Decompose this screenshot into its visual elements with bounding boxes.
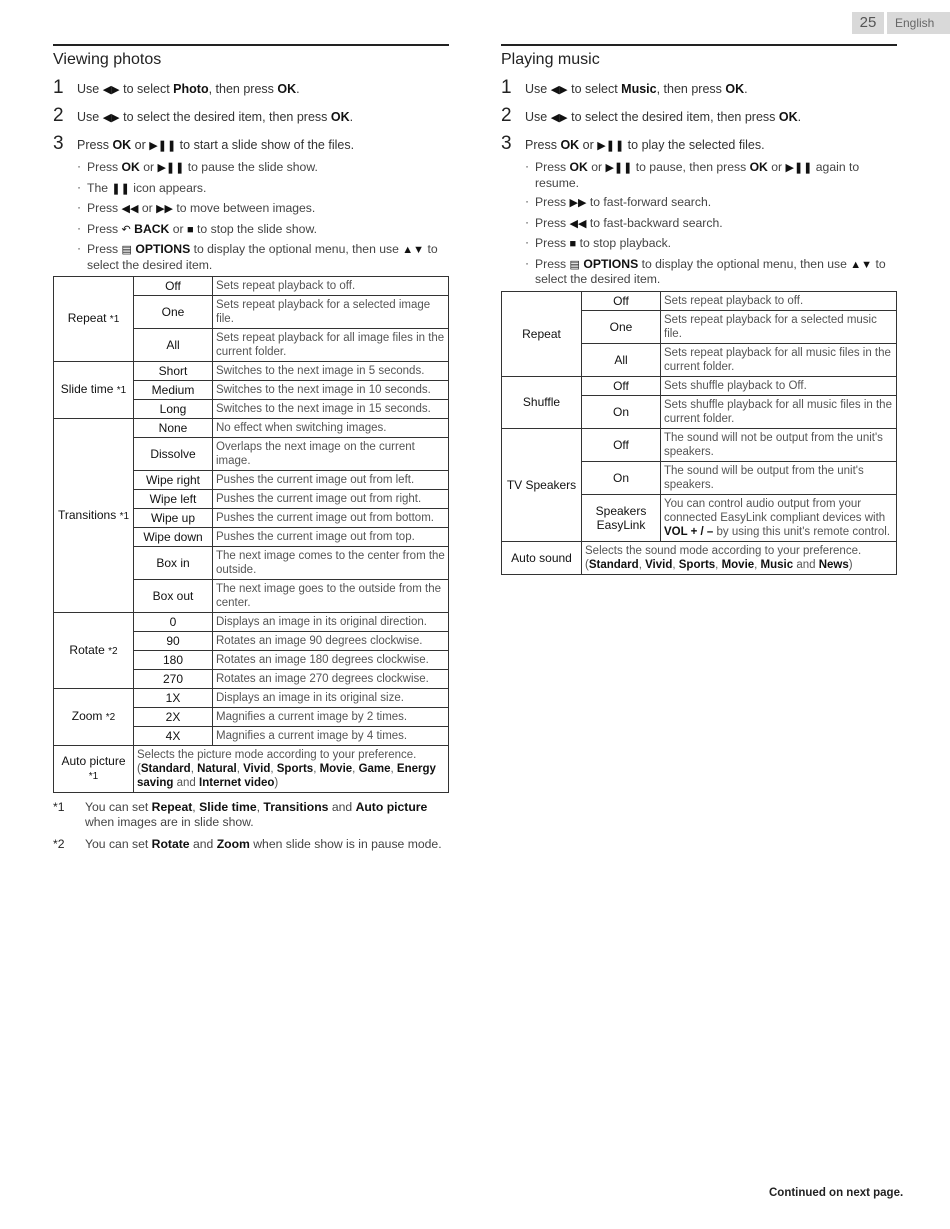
option-name: One bbox=[134, 296, 213, 329]
up-down-arrow-icon: ▲▼ bbox=[402, 244, 425, 256]
list-item: · Press ↶ BACK or ■ to stop the slide show. bbox=[77, 222, 449, 238]
option-desc: Rotates an image 180 degrees clockwise. bbox=[213, 651, 449, 670]
footnote-2: *2 You can set Rotate and Zoom when slide show is in pause mode. bbox=[53, 837, 442, 851]
option-desc: Switches to the next image in 5 seconds. bbox=[213, 362, 449, 381]
table-row bbox=[54, 277, 449, 296]
list-item: · Press ■ to stop playback. bbox=[525, 236, 897, 252]
step-number: 2 bbox=[501, 105, 512, 126]
option-name: Off bbox=[134, 277, 213, 296]
option-name: Wipe up bbox=[134, 509, 213, 528]
option-name: Wipe left bbox=[134, 490, 213, 509]
list-item: · Press ◀◀ to fast-backward search. bbox=[525, 216, 897, 232]
category-auto-picture: Auto picture *1 bbox=[54, 746, 134, 793]
step-text: Press OK or ▶❚❚ to play the selected files. bbox=[525, 138, 765, 152]
section-title: Playing music bbox=[501, 44, 897, 71]
bullet-list bbox=[77, 160, 449, 272]
option-desc: Displays an image in its original size. bbox=[213, 689, 449, 708]
list-item: · Press ◀◀ or ▶▶ to move between images. bbox=[77, 201, 449, 217]
play-pause-icon: ▶❚❚ bbox=[157, 162, 185, 174]
option-desc: The sound will be output from the unit's speakers. bbox=[661, 461, 897, 494]
viewing-photos-section bbox=[53, 44, 449, 852]
table-row bbox=[502, 291, 897, 310]
fast-forward-icon: ▶▶ bbox=[156, 203, 174, 215]
options-icon: ▤ bbox=[569, 258, 580, 271]
option-desc: Rotates an image 90 degrees clockwise. bbox=[213, 632, 449, 651]
step-text: Use ◀▶ to select Music, then press OK. bbox=[525, 82, 748, 96]
option-desc: The next image comes to the center from the outside. bbox=[213, 547, 449, 580]
step-number: 2 bbox=[53, 105, 64, 126]
option-name: None bbox=[134, 419, 213, 438]
category-repeat: Repeat *1 bbox=[54, 277, 134, 362]
list-item: · Press ▤ OPTIONS to display the optional menu, then use ▲▼ to select the desired item. bbox=[525, 257, 897, 287]
option-desc: Sets repeat playback for a selected music file. bbox=[661, 310, 897, 343]
step-number: 3 bbox=[53, 133, 64, 154]
table-row bbox=[502, 428, 897, 461]
option-name: On bbox=[582, 395, 661, 428]
option-desc: The sound will not be output from the unit's speakers. bbox=[661, 428, 897, 461]
option-name: Long bbox=[134, 400, 213, 419]
category-rotate: Rotate *2 bbox=[54, 613, 134, 689]
table-row bbox=[54, 362, 449, 381]
pause-icon: ❚❚ bbox=[111, 182, 130, 195]
option-desc: Switches to the next image in 15 seconds. bbox=[213, 400, 449, 419]
left-right-arrow-icon: ◀▶ bbox=[550, 84, 568, 96]
bullet-list bbox=[525, 160, 897, 287]
option-name: On bbox=[582, 461, 661, 494]
up-down-arrow-icon: ▲▼ bbox=[850, 258, 873, 271]
option-name: 90 bbox=[134, 632, 213, 651]
playing-music-section bbox=[501, 44, 897, 575]
play-pause-icon: ▶❚❚ bbox=[597, 140, 625, 152]
left-right-arrow-icon: ◀▶ bbox=[102, 84, 120, 96]
step-text: Use ◀▶ to select Photo, then press OK. bbox=[77, 82, 300, 96]
category-zoom: Zoom *2 bbox=[54, 689, 134, 746]
footnote-1: *1 You can set Repeat, Slide time, Transitions and Auto picture when images are in slide show. bbox=[53, 800, 428, 829]
option-name: 2X bbox=[134, 708, 213, 727]
option-desc: Magnifies a current image by 2 times. bbox=[213, 708, 449, 727]
option-name: All bbox=[134, 329, 213, 362]
option-desc: Overlaps the next image on the current image. bbox=[213, 438, 449, 471]
list-item: · Press OK or ▶❚❚ to pause, then press OK or ▶❚❚ again to resume. bbox=[525, 160, 897, 190]
category-shuffle: Shuffle bbox=[502, 376, 582, 428]
table-row bbox=[54, 746, 449, 793]
play-pause-icon: ▶❚❚ bbox=[605, 162, 633, 174]
option-desc: Rotates an image 270 degrees clockwise. bbox=[213, 670, 449, 689]
step-3 bbox=[53, 133, 449, 155]
list-item: · Press OK or ▶❚❚ to pause the slide show. bbox=[77, 160, 449, 176]
play-pause-icon: ▶❚❚ bbox=[785, 162, 813, 174]
option-name: Off bbox=[582, 376, 661, 395]
option-desc: Pushes the current image out from bottom. bbox=[213, 509, 449, 528]
option-name: Off bbox=[582, 291, 661, 310]
category-slide-time: Slide time *1 bbox=[54, 362, 134, 419]
stop-icon: ■ bbox=[187, 223, 194, 236]
category-repeat: Repeat bbox=[502, 291, 582, 376]
option-desc: Displays an image in its original direction. bbox=[213, 613, 449, 632]
step-number: 1 bbox=[53, 77, 64, 98]
table-row bbox=[502, 376, 897, 395]
section-title: Viewing photos bbox=[53, 44, 449, 71]
table-row bbox=[502, 541, 897, 574]
option-desc: Sets repeat playback for all music files in the current folder. bbox=[661, 343, 897, 376]
rewind-icon: ◀◀ bbox=[569, 217, 587, 230]
continued-note: Continued on next page. bbox=[769, 1187, 904, 1199]
left-right-arrow-icon: ◀▶ bbox=[550, 112, 568, 124]
step-1 bbox=[501, 77, 897, 99]
option-name: Box in bbox=[134, 547, 213, 580]
category-tv-speakers: TV Speakers bbox=[502, 428, 582, 541]
step-2 bbox=[53, 105, 449, 127]
option-desc: Sets repeat playback to off. bbox=[661, 291, 897, 310]
option-desc: Selects the picture mode according to your preference. (Standard, Natural, Vivid, Sports, Movie, Game, Energy saving and Internet video) bbox=[134, 746, 449, 793]
table-row bbox=[54, 613, 449, 632]
option-desc: Sets shuffle playback for all music files in the current folder. bbox=[661, 395, 897, 428]
option-desc: Sets repeat playback for a selected image file. bbox=[213, 296, 449, 329]
step-text: Use ◀▶ to select the desired item, then press OK. bbox=[525, 110, 802, 124]
option-name: All bbox=[582, 343, 661, 376]
list-item: · Press ▶▶ to fast-forward search. bbox=[525, 195, 897, 211]
option-desc: The next image goes to the outside from the center. bbox=[213, 580, 449, 613]
photo-options-table bbox=[53, 276, 449, 793]
option-name: 1X bbox=[134, 689, 213, 708]
play-pause-icon: ▶❚❚ bbox=[149, 140, 177, 152]
option-desc: Sets repeat playback for all image files in the current folder. bbox=[213, 329, 449, 362]
option-desc: No effect when switching images. bbox=[213, 419, 449, 438]
step-3 bbox=[501, 133, 897, 155]
option-desc: Pushes the current image out from top. bbox=[213, 528, 449, 547]
option-desc: Sets shuffle playback to Off. bbox=[661, 376, 897, 395]
step-number: 1 bbox=[501, 77, 512, 98]
table-row bbox=[54, 419, 449, 438]
back-icon: ↶ bbox=[121, 223, 131, 236]
fast-forward-icon: ▶▶ bbox=[569, 197, 587, 209]
table-row bbox=[54, 689, 449, 708]
left-right-arrow-icon: ◀▶ bbox=[102, 112, 120, 124]
option-name: Speakers EasyLink bbox=[582, 494, 661, 541]
option-desc: Switches to the next image in 10 seconds. bbox=[213, 381, 449, 400]
list-item: · The ❚❚ icon appears. bbox=[77, 181, 449, 197]
step-text: Use ◀▶ to select the desired item, then press OK. bbox=[77, 110, 354, 124]
list-item: · Press ▤ OPTIONS to display the optional menu, then use ▲▼ to select the desired item. bbox=[77, 242, 449, 272]
step-2 bbox=[501, 105, 897, 127]
step-1 bbox=[53, 77, 449, 99]
option-name: Medium bbox=[134, 381, 213, 400]
option-name: Wipe down bbox=[134, 528, 213, 547]
rewind-icon: ◀◀ bbox=[121, 203, 139, 215]
page-number: 25 bbox=[852, 12, 884, 34]
option-name: Off bbox=[582, 428, 661, 461]
option-name: One bbox=[582, 310, 661, 343]
option-desc: Pushes the current image out from left. bbox=[213, 471, 449, 490]
option-desc: Selects the sound mode according to your preference. (Standard, Vivid, Sports, Movie, Music and News) bbox=[582, 541, 897, 574]
step-number: 3 bbox=[501, 133, 512, 154]
option-desc: Pushes the current image out from right. bbox=[213, 490, 449, 509]
option-name: 4X bbox=[134, 727, 213, 746]
option-name: 270 bbox=[134, 670, 213, 689]
option-name: 180 bbox=[134, 651, 213, 670]
stop-icon: ■ bbox=[569, 238, 577, 250]
option-name: Short bbox=[134, 362, 213, 381]
music-options-table bbox=[501, 291, 897, 575]
language-label: English bbox=[887, 12, 950, 34]
option-desc: Sets repeat playback to off. bbox=[213, 277, 449, 296]
step-text: Press OK or ▶❚❚ to start a slide show of the files. bbox=[77, 138, 355, 152]
option-desc: Magnifies a current image by 4 times. bbox=[213, 727, 449, 746]
category-transitions: Transitions *1 bbox=[54, 419, 134, 613]
option-desc: You can control audio output from your connected EasyLink compliant devices with VOL + / – by using this unit's remote control. bbox=[661, 494, 897, 541]
options-icon: ▤ bbox=[121, 244, 132, 256]
option-name: Dissolve bbox=[134, 438, 213, 471]
option-name: Wipe right bbox=[134, 471, 213, 490]
option-name: Box out bbox=[134, 580, 213, 613]
category-auto-sound: Auto sound bbox=[502, 541, 582, 574]
option-name: 0 bbox=[134, 613, 213, 632]
